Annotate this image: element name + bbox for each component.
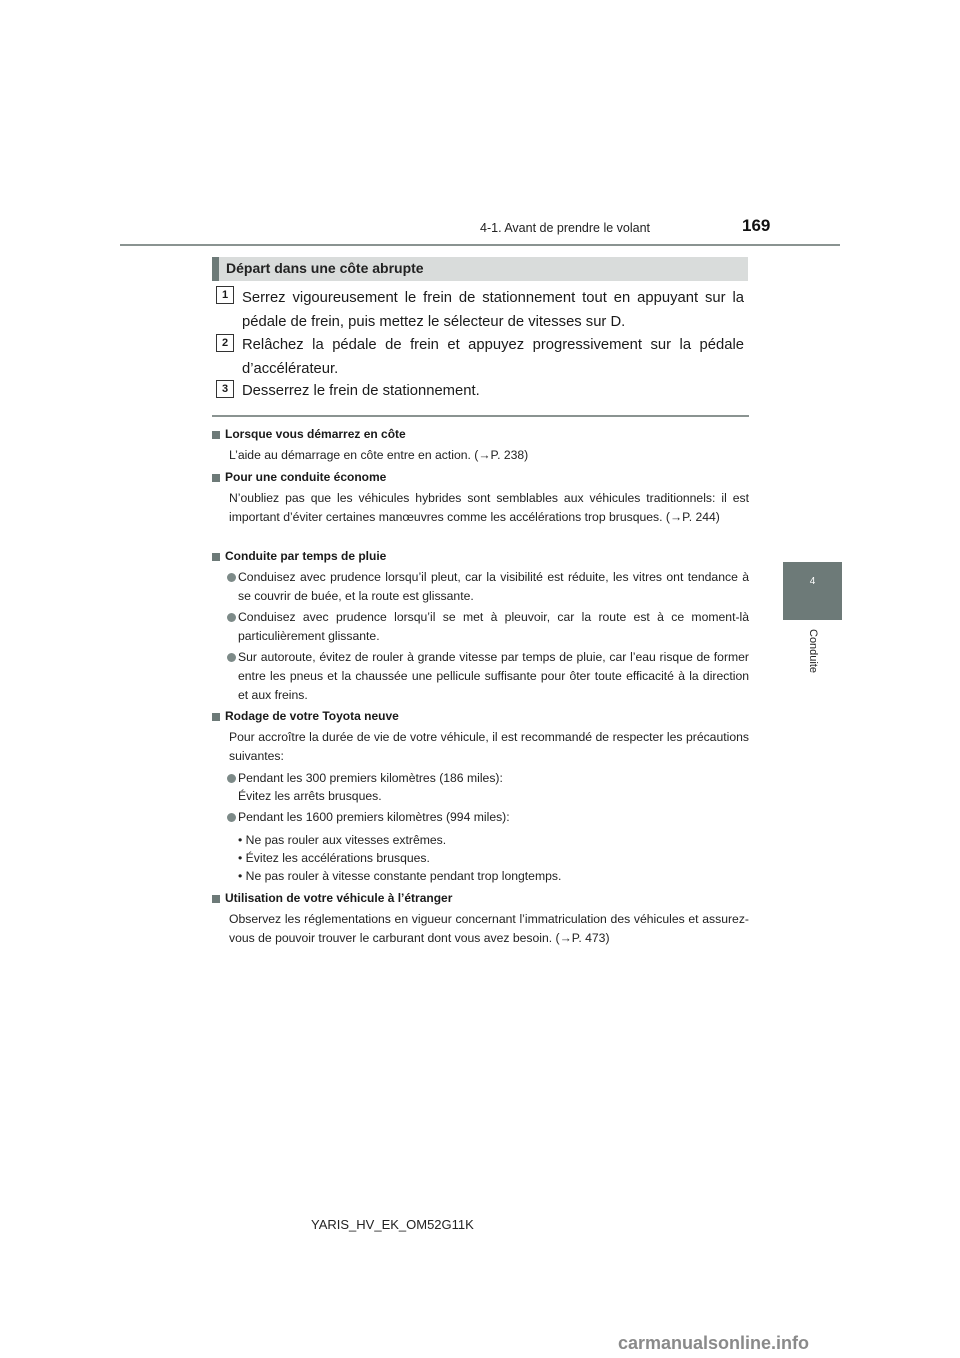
document-code: YARIS_HV_EK_OM52G11K: [311, 1217, 474, 1232]
list-bullet-icon: [227, 613, 236, 622]
list-item: Pendant les 300 premiers kilomètres (186 miles):: [238, 771, 503, 785]
note-bullet-icon: [212, 553, 220, 561]
list-item: Conduisez avec prudence lorsqu’il se met à pleuvoir, car la route est à ce moment-là particulièrement glissante.: [238, 610, 749, 643]
section-heading-accent: [212, 257, 219, 281]
step-text: Relâchez la pédale de frein et appuyez progressivement sur la pédale d’accélérateur.: [242, 337, 744, 377]
step-number: 3: [216, 380, 234, 398]
list-bullet-icon: [227, 813, 236, 822]
list-item: Conduisez avec prudence lorsqu’il pleut, car la visibilité est réduite, les vitres ont tendance à se couvrir de buée, et la route est glissante.: [238, 570, 749, 603]
note-body: Pour accroître la durée de vie de votre véhicule, il est recommandé de respecter les précautions suivantes:: [229, 730, 749, 763]
list-bullet-icon: [227, 573, 236, 582]
sub-list-item: • Évitez les accélérations brusques.: [238, 851, 430, 865]
note-title: Pour une conduite économe: [225, 470, 387, 484]
note-bullet-icon: [212, 713, 220, 721]
note-title: Conduite par temps de pluie: [225, 549, 387, 563]
note-title: Utilisation de votre véhicule à l’étranger: [225, 891, 453, 905]
chapter-tab: [783, 562, 842, 620]
note-body: Observez les réglementations en vigueur concernant l’immatriculation des véhicules et assurez-vous de pouvoir trouver le carburant dont vous avez besoin. (→P. 473): [229, 912, 749, 945]
list-bullet-icon: [227, 774, 236, 783]
step-text: Desserrez le frein de stationnement.: [242, 383, 480, 399]
step-number: 1: [216, 286, 234, 304]
watermark: carmanualsonline.info: [618, 1333, 810, 1353]
list-bullet-icon: [227, 653, 236, 662]
step-text: Serrez vigoureusement le frein de stationnement tout en appuyant sur la pédale de frein, puis mettez le sélecteur de vitesses sur D.: [242, 290, 744, 330]
note-body: L’aide au démarrage en côte entre en action. (→P. 238): [229, 448, 529, 462]
note-title: Lorsque vous démarrez en côte: [225, 427, 406, 441]
list-item-continuation: Évitez les arrêts brusques.: [238, 789, 382, 803]
list-item: Pendant les 1600 premiers kilomètres (994 miles):: [238, 810, 510, 824]
running-header: 4-1. Avant de prendre le volant: [480, 221, 651, 235]
note-bullet-icon: [212, 474, 220, 482]
sub-list-item: • Ne pas rouler aux vitesses extrêmes.: [238, 833, 447, 847]
list-item: Sur autoroute, évitez de rouler à grande vitesse par temps de pluie, car l’eau risque de former entre les pneus et la chaussée une pellicule suffisante pour ôter toute efficacité à la direction et aux freins.: [238, 650, 749, 702]
note-bullet-icon: [212, 895, 220, 903]
page-number: 169: [742, 216, 771, 235]
chapter-label: Conduite: [807, 629, 819, 674]
note-title: Rodage de votre Toyota neuve: [225, 709, 399, 723]
section-title: Départ dans une côte abrupte: [226, 260, 424, 276]
chapter-tab-number: 4: [809, 576, 816, 587]
note-body: N’oubliez pas que les véhicules hybrides sont semblables aux véhicules traditionnels: il est important d’éviter certaines manœuvres comme les accélérations trop brusques. (→P. 244): [229, 491, 749, 524]
header-rule: [120, 244, 840, 246]
note-bullet-icon: [212, 431, 220, 439]
sub-list-item: • Ne pas rouler à vitesse constante pendant trop longtemps.: [238, 869, 562, 883]
section-divider: [212, 415, 749, 417]
step-number: 2: [216, 334, 234, 352]
